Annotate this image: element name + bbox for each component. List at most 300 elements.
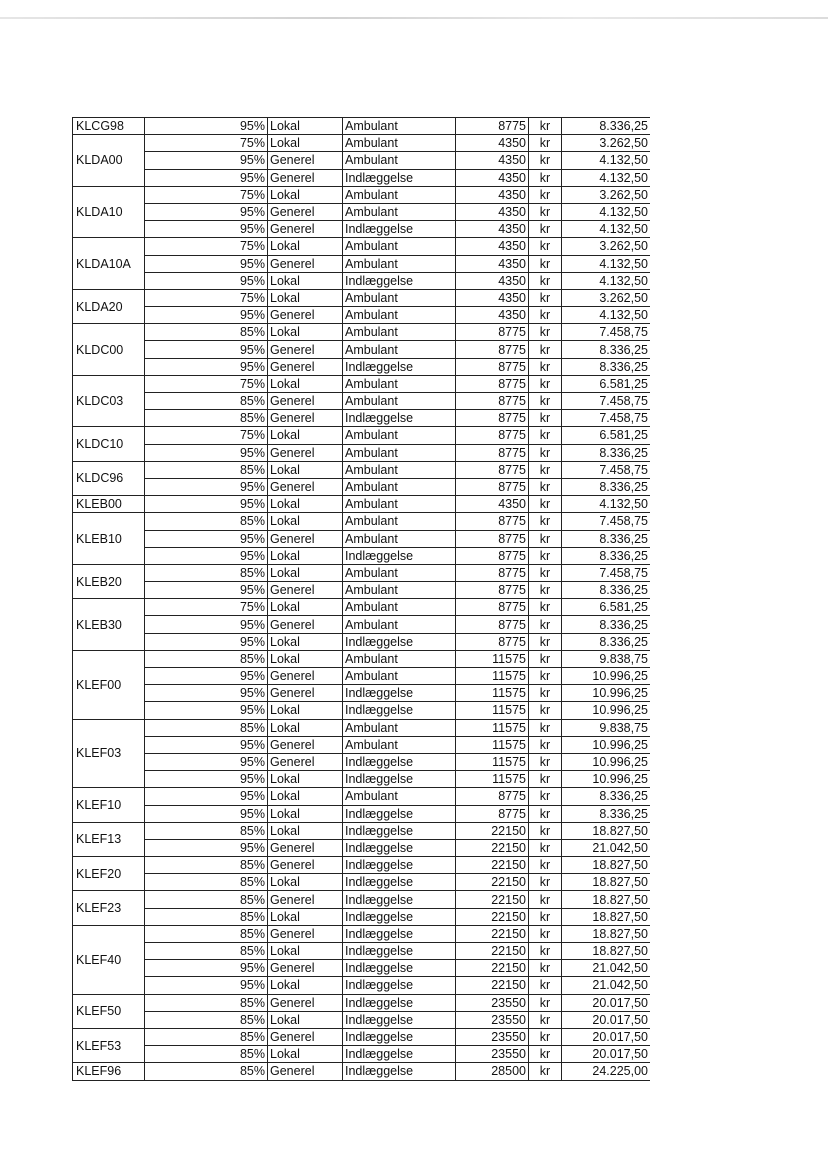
amount-cell: 18.827,50 xyxy=(562,822,651,839)
scope-cell: Lokal xyxy=(268,702,343,719)
currency-cell: kr xyxy=(529,977,562,994)
currency-cell: kr xyxy=(529,633,562,650)
scope-cell: Generel xyxy=(268,736,343,753)
currency-cell: kr xyxy=(529,839,562,856)
percent-cell: 85% xyxy=(145,943,268,960)
procedure-code-cell: KLEF23 xyxy=(73,891,145,925)
scope-cell: Lokal xyxy=(268,599,343,616)
percent-cell: 75% xyxy=(145,599,268,616)
scope-cell: Lokal xyxy=(268,496,343,513)
procedure-code-cell: KLEF10 xyxy=(73,788,145,822)
scope-cell: Lokal xyxy=(268,135,343,152)
amount-cell: 9.838,75 xyxy=(562,650,651,667)
amount-cell: 20.017,50 xyxy=(562,994,651,1011)
amount-cell: 3.262,50 xyxy=(562,238,651,255)
price-cell: 8775 xyxy=(456,513,529,530)
percent-cell: 85% xyxy=(145,461,268,478)
procedure-code-cell: KLEF40 xyxy=(73,925,145,994)
currency-cell: kr xyxy=(529,1011,562,1028)
table-row xyxy=(73,839,651,856)
procedure-code-cell: KLDA20 xyxy=(73,289,145,323)
scope-cell: Lokal xyxy=(268,1011,343,1028)
treatment-cell: Indlæggelse xyxy=(343,547,456,564)
amount-cell: 8.336,25 xyxy=(562,358,651,375)
price-cell: 4350 xyxy=(456,186,529,203)
procedure-code-cell: KLDA10 xyxy=(73,186,145,238)
percent-cell: 95% xyxy=(145,478,268,495)
percent-cell: 95% xyxy=(145,771,268,788)
currency-cell: kr xyxy=(529,203,562,220)
treatment-cell: Indlæggelse xyxy=(343,633,456,650)
percent-cell: 95% xyxy=(145,341,268,358)
table-row xyxy=(73,513,651,530)
procedure-code-cell: KLEF00 xyxy=(73,650,145,719)
price-cell: 22150 xyxy=(456,891,529,908)
price-cell: 8775 xyxy=(456,582,529,599)
percent-cell: 75% xyxy=(145,238,268,255)
procedure-code-cell: KLEB30 xyxy=(73,599,145,651)
percent-cell: 95% xyxy=(145,152,268,169)
price-cell: 8775 xyxy=(456,324,529,341)
amount-cell: 4.132,50 xyxy=(562,169,651,186)
table-row xyxy=(73,186,651,203)
treatment-cell: Indlæggelse xyxy=(343,874,456,891)
procedure-code-cell: KLEB10 xyxy=(73,513,145,565)
table-row xyxy=(73,943,651,960)
treatment-cell: Ambulant xyxy=(343,186,456,203)
table-row xyxy=(73,650,651,667)
percent-cell: 95% xyxy=(145,530,268,547)
treatment-cell: Indlæggelse xyxy=(343,753,456,770)
treatment-cell: Indlæggelse xyxy=(343,410,456,427)
price-cell: 23550 xyxy=(456,1046,529,1063)
table-row xyxy=(73,736,651,753)
price-cell: 8775 xyxy=(456,375,529,392)
treatment-cell: Ambulant xyxy=(343,513,456,530)
table-row xyxy=(73,547,651,564)
scope-cell: Lokal xyxy=(268,513,343,530)
amount-cell: 21.042,50 xyxy=(562,977,651,994)
percent-cell: 85% xyxy=(145,908,268,925)
treatment-cell: Ambulant xyxy=(343,599,456,616)
percent-cell: 95% xyxy=(145,977,268,994)
percent-cell: 95% xyxy=(145,633,268,650)
percent-cell: 95% xyxy=(145,203,268,220)
table-row xyxy=(73,771,651,788)
price-cell: 8775 xyxy=(456,530,529,547)
table-row xyxy=(73,169,651,186)
price-cell: 8775 xyxy=(456,805,529,822)
treatment-cell: Ambulant xyxy=(343,736,456,753)
amount-cell: 4.132,50 xyxy=(562,496,651,513)
currency-cell: kr xyxy=(529,238,562,255)
treatment-cell: Ambulant xyxy=(343,135,456,152)
currency-cell: kr xyxy=(529,908,562,925)
currency-cell: kr xyxy=(529,135,562,152)
amount-cell: 8.336,25 xyxy=(562,444,651,461)
currency-cell: kr xyxy=(529,152,562,169)
currency-cell: kr xyxy=(529,925,562,942)
scope-cell: Lokal xyxy=(268,771,343,788)
price-cell: 8775 xyxy=(456,599,529,616)
table-row xyxy=(73,152,651,169)
price-cell: 4350 xyxy=(456,289,529,306)
percent-cell: 85% xyxy=(145,1011,268,1028)
amount-cell: 9.838,75 xyxy=(562,719,651,736)
table-row xyxy=(73,393,651,410)
percent-cell: 95% xyxy=(145,582,268,599)
amount-cell: 18.827,50 xyxy=(562,943,651,960)
percent-cell: 85% xyxy=(145,1046,268,1063)
price-cell: 22150 xyxy=(456,857,529,874)
amount-cell: 3.262,50 xyxy=(562,186,651,203)
currency-cell: kr xyxy=(529,272,562,289)
treatment-cell: Ambulant xyxy=(343,582,456,599)
table-row xyxy=(73,977,651,994)
percent-cell: 95% xyxy=(145,736,268,753)
scope-cell: Generel xyxy=(268,169,343,186)
currency-cell: kr xyxy=(529,118,562,135)
table-row xyxy=(73,1063,651,1080)
currency-cell: kr xyxy=(529,599,562,616)
percent-cell: 85% xyxy=(145,650,268,667)
treatment-cell: Ambulant xyxy=(343,118,456,135)
currency-cell: kr xyxy=(529,307,562,324)
price-cell: 8775 xyxy=(456,341,529,358)
procedure-code-cell: KLEB20 xyxy=(73,564,145,598)
currency-cell: kr xyxy=(529,393,562,410)
scope-cell: Lokal xyxy=(268,1046,343,1063)
percent-cell: 95% xyxy=(145,272,268,289)
price-table xyxy=(72,117,650,1081)
percent-cell: 85% xyxy=(145,891,268,908)
treatment-cell: Indlæggelse xyxy=(343,1046,456,1063)
price-cell: 8775 xyxy=(456,461,529,478)
treatment-cell: Ambulant xyxy=(343,255,456,272)
procedure-code-cell: KLEB00 xyxy=(73,496,145,513)
table-row xyxy=(73,427,651,444)
table-row xyxy=(73,444,651,461)
amount-cell: 4.132,50 xyxy=(562,152,651,169)
scope-cell: Generel xyxy=(268,960,343,977)
amount-cell: 8.336,25 xyxy=(562,478,651,495)
price-cell: 8775 xyxy=(456,410,529,427)
currency-cell: kr xyxy=(529,221,562,238)
scope-cell: Lokal xyxy=(268,650,343,667)
currency-cell: kr xyxy=(529,289,562,306)
scope-cell: Generel xyxy=(268,839,343,856)
procedure-code-cell: KLDA10A xyxy=(73,238,145,290)
treatment-cell: Indlæggelse xyxy=(343,1028,456,1045)
percent-cell: 85% xyxy=(145,822,268,839)
percent-cell: 95% xyxy=(145,169,268,186)
amount-cell: 10.996,25 xyxy=(562,702,651,719)
treatment-cell: Indlæggelse xyxy=(343,272,456,289)
treatment-cell: Indlæggelse xyxy=(343,771,456,788)
currency-cell: kr xyxy=(529,960,562,977)
amount-cell: 4.132,50 xyxy=(562,255,651,272)
percent-cell: 95% xyxy=(145,616,268,633)
percent-cell: 95% xyxy=(145,444,268,461)
currency-cell: kr xyxy=(529,341,562,358)
treatment-cell: Ambulant xyxy=(343,307,456,324)
percent-cell: 95% xyxy=(145,547,268,564)
percent-cell: 85% xyxy=(145,925,268,942)
table-row xyxy=(73,307,651,324)
currency-cell: kr xyxy=(529,496,562,513)
amount-cell: 4.132,50 xyxy=(562,203,651,220)
procedure-code-cell: KLEF20 xyxy=(73,857,145,891)
price-cell: 8775 xyxy=(456,788,529,805)
treatment-cell: Ambulant xyxy=(343,238,456,255)
amount-cell: 8.336,25 xyxy=(562,633,651,650)
table-row xyxy=(73,582,651,599)
percent-cell: 95% xyxy=(145,307,268,324)
percent-cell: 95% xyxy=(145,358,268,375)
treatment-cell: Ambulant xyxy=(343,461,456,478)
percent-cell: 85% xyxy=(145,857,268,874)
currency-cell: kr xyxy=(529,994,562,1011)
amount-cell: 4.132,50 xyxy=(562,272,651,289)
amount-cell: 20.017,50 xyxy=(562,1046,651,1063)
scope-cell: Generel xyxy=(268,582,343,599)
treatment-cell: Indlæggelse xyxy=(343,805,456,822)
scope-cell: Lokal xyxy=(268,564,343,581)
treatment-cell: Indlæggelse xyxy=(343,994,456,1011)
table-row xyxy=(73,203,651,220)
amount-cell: 10.996,25 xyxy=(562,771,651,788)
price-cell: 22150 xyxy=(456,943,529,960)
percent-cell: 95% xyxy=(145,221,268,238)
treatment-cell: Ambulant xyxy=(343,496,456,513)
scope-cell: Lokal xyxy=(268,375,343,392)
percent-cell: 95% xyxy=(145,839,268,856)
currency-cell: kr xyxy=(529,822,562,839)
price-cell: 11575 xyxy=(456,719,529,736)
amount-cell: 8.336,25 xyxy=(562,530,651,547)
currency-cell: kr xyxy=(529,943,562,960)
price-cell: 11575 xyxy=(456,753,529,770)
amount-cell: 8.336,25 xyxy=(562,805,651,822)
scope-cell: Generel xyxy=(268,994,343,1011)
scope-cell: Generel xyxy=(268,685,343,702)
scope-cell: Generel xyxy=(268,358,343,375)
table-row xyxy=(73,410,651,427)
table-row xyxy=(73,255,651,272)
treatment-cell: Ambulant xyxy=(343,650,456,667)
table-row xyxy=(73,685,651,702)
currency-cell: kr xyxy=(529,650,562,667)
treatment-cell: Indlæggelse xyxy=(343,925,456,942)
table-row xyxy=(73,135,651,152)
treatment-cell: Indlæggelse xyxy=(343,221,456,238)
table-row xyxy=(73,891,651,908)
currency-cell: kr xyxy=(529,668,562,685)
procedure-code-cell: KLEF03 xyxy=(73,719,145,788)
procedure-code-cell: KLCG98 xyxy=(73,118,145,135)
scope-cell: Lokal xyxy=(268,943,343,960)
price-cell: 22150 xyxy=(456,822,529,839)
treatment-cell: Ambulant xyxy=(343,478,456,495)
treatment-cell: Indlæggelse xyxy=(343,857,456,874)
treatment-cell: Ambulant xyxy=(343,616,456,633)
treatment-cell: Indlæggelse xyxy=(343,702,456,719)
percent-cell: 95% xyxy=(145,496,268,513)
scan-edge-line xyxy=(0,17,828,19)
table-row xyxy=(73,221,651,238)
price-cell: 22150 xyxy=(456,908,529,925)
amount-cell: 10.996,25 xyxy=(562,753,651,770)
price-cell: 4350 xyxy=(456,169,529,186)
treatment-cell: Ambulant xyxy=(343,788,456,805)
amount-cell: 8.336,25 xyxy=(562,341,651,358)
treatment-cell: Ambulant xyxy=(343,530,456,547)
currency-cell: kr xyxy=(529,410,562,427)
scope-cell: Lokal xyxy=(268,289,343,306)
table-row xyxy=(73,478,651,495)
currency-cell: kr xyxy=(529,547,562,564)
percent-cell: 95% xyxy=(145,702,268,719)
price-cell: 22150 xyxy=(456,839,529,856)
treatment-cell: Indlæggelse xyxy=(343,169,456,186)
price-cell: 8775 xyxy=(456,616,529,633)
percent-cell: 95% xyxy=(145,788,268,805)
table-row xyxy=(73,341,651,358)
treatment-cell: Ambulant xyxy=(343,719,456,736)
treatment-cell: Ambulant xyxy=(343,564,456,581)
price-cell: 4350 xyxy=(456,135,529,152)
treatment-cell: Indlæggelse xyxy=(343,685,456,702)
scope-cell: Lokal xyxy=(268,324,343,341)
treatment-cell: Indlæggelse xyxy=(343,839,456,856)
amount-cell: 8.336,25 xyxy=(562,616,651,633)
table-row xyxy=(73,496,651,513)
scope-cell: Lokal xyxy=(268,186,343,203)
percent-cell: 95% xyxy=(145,960,268,977)
amount-cell: 8.336,25 xyxy=(562,788,651,805)
amount-cell: 18.827,50 xyxy=(562,891,651,908)
scope-cell: Generel xyxy=(268,152,343,169)
percent-cell: 85% xyxy=(145,994,268,1011)
table-row xyxy=(73,289,651,306)
treatment-cell: Indlæggelse xyxy=(343,1011,456,1028)
procedure-code-cell: KLDC10 xyxy=(73,427,145,461)
scope-cell: Lokal xyxy=(268,272,343,289)
treatment-cell: Indlæggelse xyxy=(343,977,456,994)
amount-cell: 24.225,00 xyxy=(562,1063,651,1080)
amount-cell: 7.458,75 xyxy=(562,324,651,341)
price-cell: 22150 xyxy=(456,977,529,994)
scope-cell: Generel xyxy=(268,891,343,908)
table-row xyxy=(73,719,651,736)
price-cell: 28500 xyxy=(456,1063,529,1080)
currency-cell: kr xyxy=(529,255,562,272)
scope-cell: Generel xyxy=(268,410,343,427)
amount-cell: 21.042,50 xyxy=(562,960,651,977)
amount-cell: 6.581,25 xyxy=(562,375,651,392)
treatment-cell: Ambulant xyxy=(343,375,456,392)
percent-cell: 75% xyxy=(145,289,268,306)
scope-cell: Lokal xyxy=(268,719,343,736)
percent-cell: 85% xyxy=(145,393,268,410)
price-cell: 4350 xyxy=(456,496,529,513)
price-table-body xyxy=(73,118,651,1081)
table-row xyxy=(73,960,651,977)
scope-cell: Generel xyxy=(268,341,343,358)
table-row xyxy=(73,1011,651,1028)
amount-cell: 6.581,25 xyxy=(562,427,651,444)
price-cell: 8775 xyxy=(456,358,529,375)
scope-cell: Generel xyxy=(268,925,343,942)
scope-cell: Generel xyxy=(268,393,343,410)
currency-cell: kr xyxy=(529,461,562,478)
table-row xyxy=(73,925,651,942)
price-cell: 4350 xyxy=(456,203,529,220)
scope-cell: Generel xyxy=(268,1063,343,1080)
amount-cell: 8.336,25 xyxy=(562,118,651,135)
currency-cell: kr xyxy=(529,358,562,375)
scope-cell: Generel xyxy=(268,203,343,220)
currency-cell: kr xyxy=(529,736,562,753)
price-cell: 11575 xyxy=(456,650,529,667)
percent-cell: 85% xyxy=(145,513,268,530)
currency-cell: kr xyxy=(529,530,562,547)
table-row xyxy=(73,822,651,839)
treatment-cell: Ambulant xyxy=(343,393,456,410)
price-cell: 4350 xyxy=(456,255,529,272)
price-cell: 23550 xyxy=(456,994,529,1011)
currency-cell: kr xyxy=(529,1063,562,1080)
percent-cell: 85% xyxy=(145,324,268,341)
scope-cell: Generel xyxy=(268,444,343,461)
table-row xyxy=(73,1046,651,1063)
scope-cell: Lokal xyxy=(268,805,343,822)
scope-cell: Generel xyxy=(268,307,343,324)
procedure-code-cell: KLDA00 xyxy=(73,135,145,187)
currency-cell: kr xyxy=(529,891,562,908)
currency-cell: kr xyxy=(529,444,562,461)
amount-cell: 18.827,50 xyxy=(562,908,651,925)
currency-cell: kr xyxy=(529,771,562,788)
price-cell: 8775 xyxy=(456,564,529,581)
procedure-code-cell: KLEF96 xyxy=(73,1063,145,1080)
treatment-cell: Ambulant xyxy=(343,444,456,461)
currency-cell: kr xyxy=(529,324,562,341)
amount-cell: 18.827,50 xyxy=(562,874,651,891)
table-row xyxy=(73,324,651,341)
price-cell: 23550 xyxy=(456,1028,529,1045)
scope-cell: Generel xyxy=(268,753,343,770)
table-row xyxy=(73,702,651,719)
table-row xyxy=(73,857,651,874)
scope-cell: Generel xyxy=(268,857,343,874)
percent-cell: 95% xyxy=(145,255,268,272)
percent-cell: 85% xyxy=(145,719,268,736)
procedure-code-cell: KLEF53 xyxy=(73,1028,145,1062)
procedure-code-cell: KLDC00 xyxy=(73,324,145,376)
scope-cell: Generel xyxy=(268,1028,343,1045)
scope-cell: Lokal xyxy=(268,238,343,255)
percent-cell: 95% xyxy=(145,805,268,822)
treatment-cell: Ambulant xyxy=(343,203,456,220)
currency-cell: kr xyxy=(529,186,562,203)
price-cell: 11575 xyxy=(456,685,529,702)
currency-cell: kr xyxy=(529,1028,562,1045)
scope-cell: Generel xyxy=(268,221,343,238)
table-row xyxy=(73,530,651,547)
amount-cell: 10.996,25 xyxy=(562,736,651,753)
treatment-cell: Ambulant xyxy=(343,152,456,169)
